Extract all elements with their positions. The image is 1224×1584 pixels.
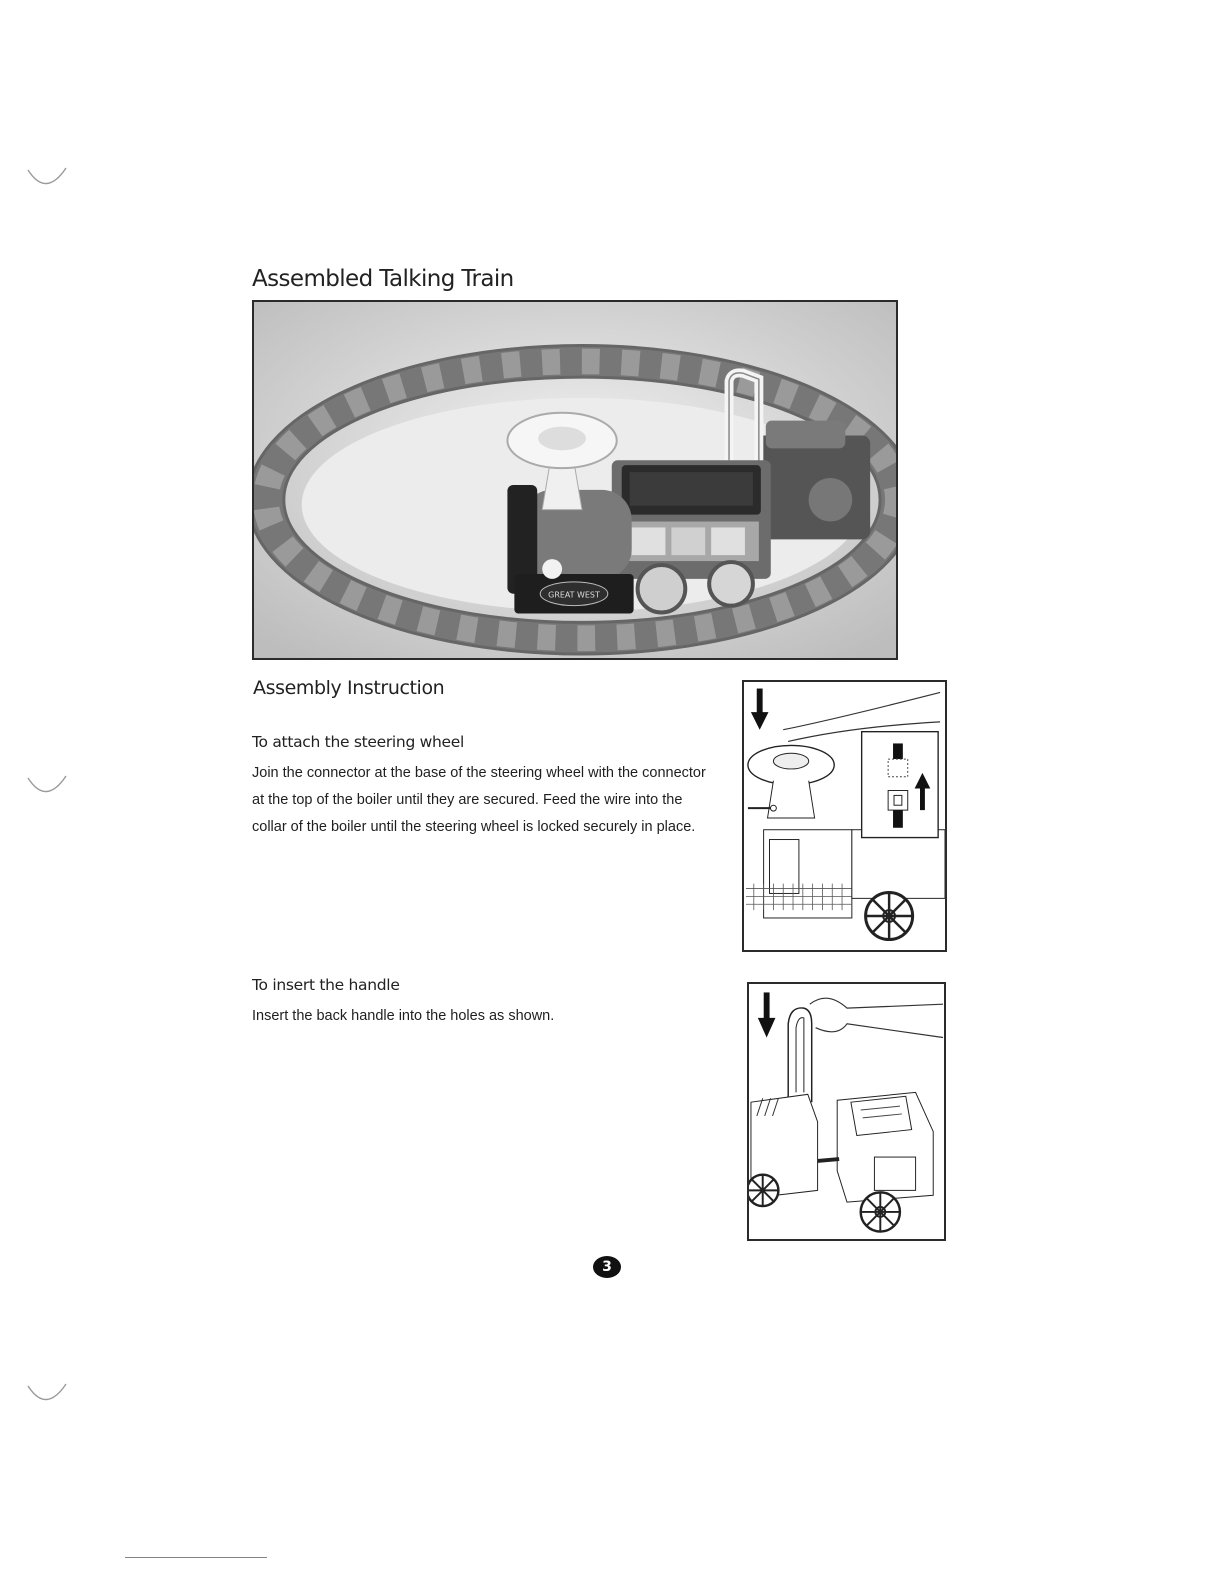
binder-hole-mark-top [22, 164, 70, 192]
step-body-steering-wheel: Join the connector at the base of the steering wheel with the connector at the top of the boiler until they are secured. Feed the wire into the collar of the boiler until the steering wheel is locked securely in place. [252, 765, 706, 835]
binder-hole-mark-middle [22, 772, 70, 800]
binder-hole-mark-bottom [22, 1380, 70, 1408]
page-number-badge: 3 [593, 1256, 621, 1278]
step-title-steering-wheel: To attach the steering wheel [252, 733, 465, 751]
bottom-rule [125, 1557, 267, 1558]
step-title-handle: To insert the handle [252, 976, 400, 994]
step-body-handle: Insert the back handle into the holes as shown. [252, 1008, 555, 1024]
section-heading: Assembly Instruction [253, 677, 445, 699]
steering-wheel-diagram [742, 680, 947, 952]
assembled-train-photo [252, 300, 898, 660]
handle-insert-diagram [747, 982, 946, 1241]
page-title: Assembled Talking Train [252, 266, 514, 292]
engine-plate-text: GREAT WEST [548, 590, 600, 600]
